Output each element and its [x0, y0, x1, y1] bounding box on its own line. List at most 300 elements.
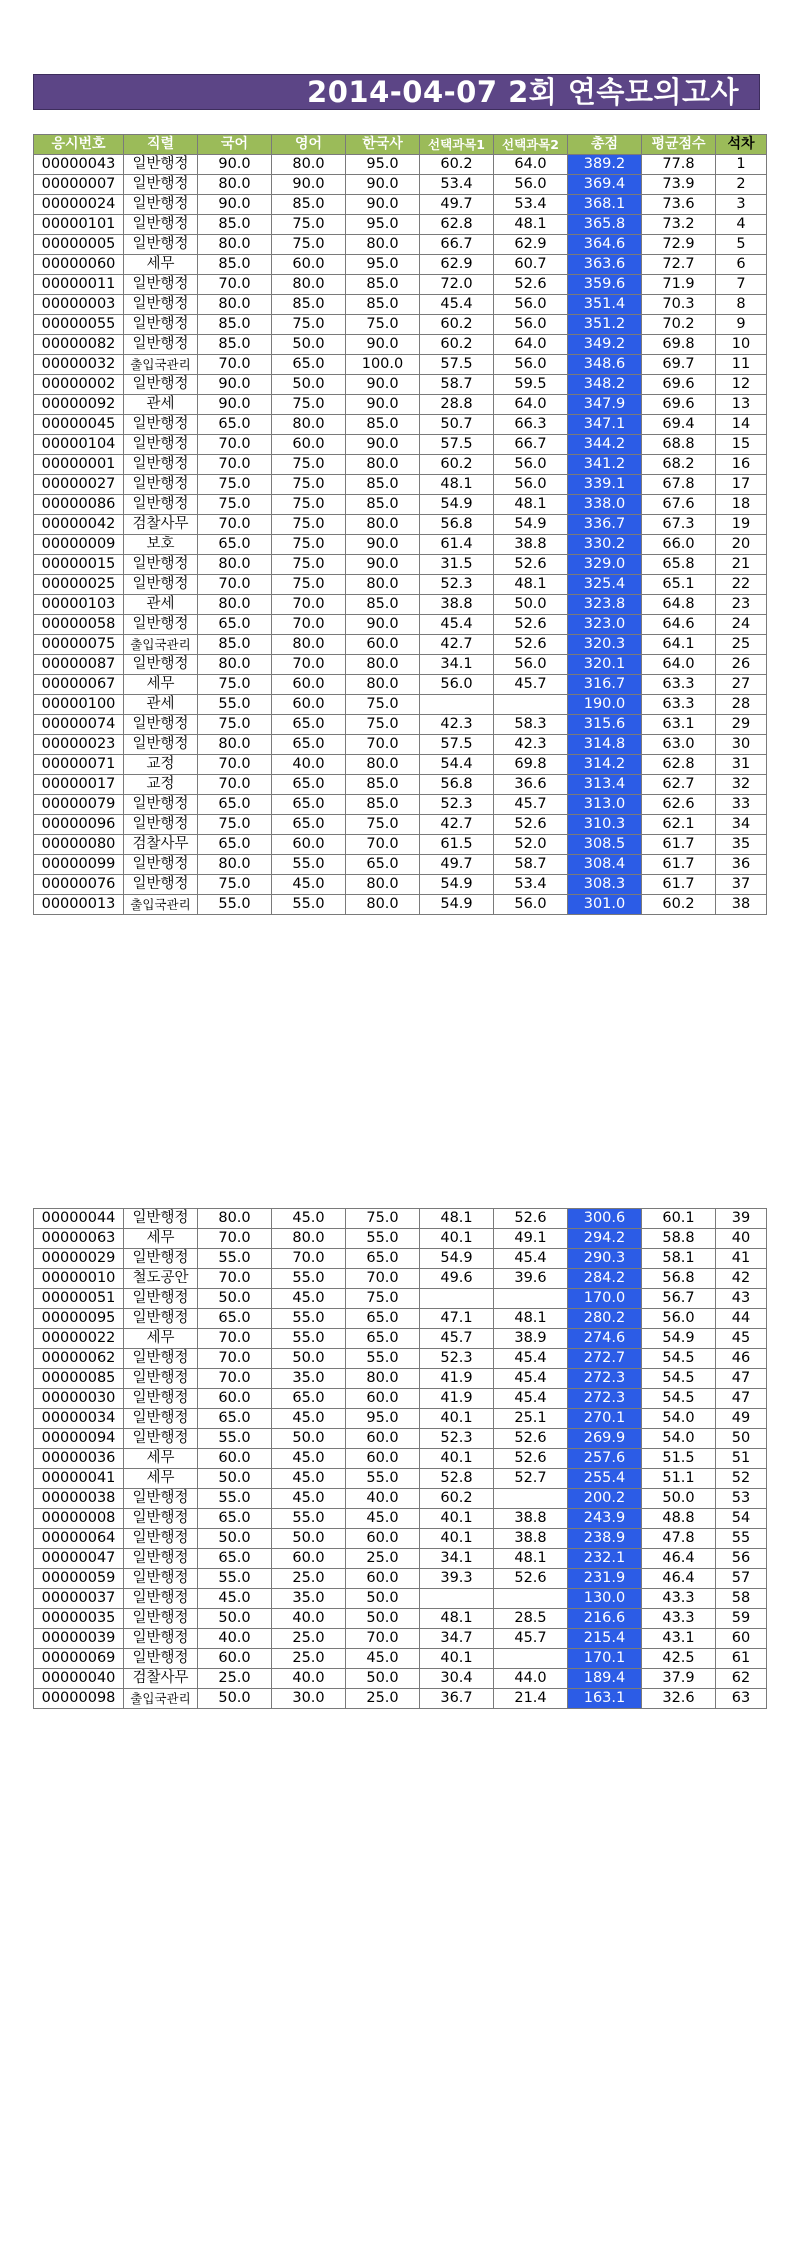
cell-exam-number: 00000017: [34, 775, 124, 795]
cell-average: 54.5: [642, 1369, 716, 1389]
cell-rank: 58: [716, 1589, 767, 1609]
cell-exam-number: 00000011: [34, 275, 124, 295]
cell-english: 65.0: [272, 1389, 346, 1409]
cell-korean-history: 80.0: [346, 1369, 420, 1389]
table-row: [34, 1589, 767, 1609]
cell-korean-history: 50.0: [346, 1669, 420, 1689]
cell-korean: 75.0: [198, 475, 272, 495]
cell-exam-number: 00000076: [34, 875, 124, 895]
cell-category: 일반행정: [124, 375, 198, 395]
header-exam-number: 응시번호: [34, 135, 124, 155]
table-row: [34, 1249, 767, 1269]
cell-average: 71.9: [642, 275, 716, 295]
cell-category: 일반행정: [124, 1409, 198, 1429]
cell-category: 일반행정: [124, 1589, 198, 1609]
cell-elective-1: 28.8: [420, 395, 494, 415]
cell-korean: 60.0: [198, 1449, 272, 1469]
table-row: [34, 515, 767, 535]
table-row: [34, 1289, 767, 1309]
cell-total: 272.3: [568, 1369, 642, 1389]
cell-korean-history: 60.0: [346, 635, 420, 655]
cell-korean-history: 80.0: [346, 515, 420, 535]
table-header-row: [34, 135, 767, 155]
cell-elective-2: 48.1: [494, 575, 568, 595]
cell-exam-number: 00000037: [34, 1589, 124, 1609]
cell-elective-1: 61.5: [420, 835, 494, 855]
cell-elective-1: 52.3: [420, 575, 494, 595]
cell-elective-2: 50.0: [494, 595, 568, 615]
cell-korean: 90.0: [198, 155, 272, 175]
cell-exam-number: 00000060: [34, 255, 124, 275]
cell-exam-number: 00000007: [34, 175, 124, 195]
cell-elective-1: 49.6: [420, 1269, 494, 1289]
cell-category: 일반행정: [124, 195, 198, 215]
cell-category: 일반행정: [124, 1649, 198, 1669]
cell-korean: 80.0: [198, 175, 272, 195]
cell-elective-2: 52.0: [494, 835, 568, 855]
cell-elective-2: 52.6: [494, 1569, 568, 1589]
cell-korean-history: 75.0: [346, 1209, 420, 1229]
cell-korean-history: 95.0: [346, 255, 420, 275]
cell-total: 363.6: [568, 255, 642, 275]
cell-korean: 50.0: [198, 1689, 272, 1709]
cell-rank: 12: [716, 375, 767, 395]
cell-korean: 75.0: [198, 875, 272, 895]
cell-exam-number: 00000099: [34, 855, 124, 875]
cell-elective-1: 60.2: [420, 455, 494, 475]
cell-total: 314.8: [568, 735, 642, 755]
cell-rank: 25: [716, 635, 767, 655]
cell-elective-2: 54.9: [494, 515, 568, 535]
cell-total: 359.6: [568, 275, 642, 295]
cell-category: 출입국관리: [124, 635, 198, 655]
cell-exam-number: 00000071: [34, 755, 124, 775]
cell-english: 90.0: [272, 175, 346, 195]
cell-elective-2: 38.8: [494, 535, 568, 555]
cell-english: 35.0: [272, 1589, 346, 1609]
cell-elective-1: 58.7: [420, 375, 494, 395]
table-row: [34, 495, 767, 515]
cell-category: 출입국관리: [124, 1689, 198, 1709]
cell-rank: 38: [716, 895, 767, 915]
cell-elective-2: 45.4: [494, 1249, 568, 1269]
cell-korean-history: 70.0: [346, 1629, 420, 1649]
header-korean-history: 한국사: [346, 135, 420, 155]
cell-total: 238.9: [568, 1529, 642, 1549]
table-row: [34, 315, 767, 335]
cell-category: 일반행정: [124, 415, 198, 435]
cell-elective-1: 57.5: [420, 735, 494, 755]
cell-korean-history: 45.0: [346, 1649, 420, 1669]
cell-english: 45.0: [272, 1409, 346, 1429]
cell-rank: 54: [716, 1509, 767, 1529]
cell-average: 32.6: [642, 1689, 716, 1709]
cell-average: 69.6: [642, 395, 716, 415]
cell-korean-history: 75.0: [346, 815, 420, 835]
cell-elective-2: 45.7: [494, 675, 568, 695]
cell-english: 30.0: [272, 1689, 346, 1709]
cell-average: 72.7: [642, 255, 716, 275]
cell-category: 세무: [124, 1449, 198, 1469]
cell-average: 61.7: [642, 855, 716, 875]
cell-elective-1: 52.3: [420, 1349, 494, 1369]
table-row: [34, 1469, 767, 1489]
cell-total: 314.2: [568, 755, 642, 775]
cell-korean: 70.0: [198, 1269, 272, 1289]
cell-english: 70.0: [272, 655, 346, 675]
cell-elective-2: 56.0: [494, 355, 568, 375]
cell-korean-history: 70.0: [346, 735, 420, 755]
cell-category: 관세: [124, 395, 198, 415]
cell-english: 65.0: [272, 715, 346, 735]
cell-total: 257.6: [568, 1449, 642, 1469]
cell-elective-2: 59.5: [494, 375, 568, 395]
cell-exam-number: 00000009: [34, 535, 124, 555]
cell-total: 348.2: [568, 375, 642, 395]
cell-category: 일반행정: [124, 1249, 198, 1269]
cell-elective-2: 60.7: [494, 255, 568, 275]
cell-korean: 70.0: [198, 275, 272, 295]
cell-rank: 49: [716, 1409, 767, 1429]
cell-elective-1: 40.1: [420, 1449, 494, 1469]
cell-average: 70.3: [642, 295, 716, 315]
cell-english: 75.0: [272, 455, 346, 475]
cell-category: 일반행정: [124, 175, 198, 195]
cell-exam-number: 00000044: [34, 1209, 124, 1229]
cell-korean: 70.0: [198, 455, 272, 475]
cell-average: 64.0: [642, 655, 716, 675]
cell-korean: 55.0: [198, 895, 272, 915]
cell-korean-history: 85.0: [346, 495, 420, 515]
cell-korean: 90.0: [198, 195, 272, 215]
cell-elective-1: 39.3: [420, 1569, 494, 1589]
cell-exam-number: 00000086: [34, 495, 124, 515]
table-row: [34, 1629, 767, 1649]
cell-korean: 65.0: [198, 415, 272, 435]
cell-elective-2: [494, 1649, 568, 1669]
cell-english: 60.0: [272, 255, 346, 275]
cell-rank: 26: [716, 655, 767, 675]
cell-elective-2: 21.4: [494, 1689, 568, 1709]
cell-rank: 29: [716, 715, 767, 735]
cell-exam-number: 00000032: [34, 355, 124, 375]
cell-average: 43.3: [642, 1609, 716, 1629]
table-row: [34, 435, 767, 455]
cell-total: 344.2: [568, 435, 642, 455]
cell-rank: 13: [716, 395, 767, 415]
table-row: [34, 1229, 767, 1249]
cell-english: 50.0: [272, 335, 346, 355]
cell-category: 세무: [124, 1229, 198, 1249]
cell-korean: 85.0: [198, 255, 272, 275]
cell-english: 50.0: [272, 1349, 346, 1369]
cell-average: 54.5: [642, 1389, 716, 1409]
cell-category: 관세: [124, 595, 198, 615]
cell-exam-number: 00000059: [34, 1569, 124, 1589]
cell-average: 51.5: [642, 1449, 716, 1469]
cell-exam-number: 00000087: [34, 655, 124, 675]
cell-total: 170.0: [568, 1289, 642, 1309]
cell-rank: 63: [716, 1689, 767, 1709]
cell-rank: 61: [716, 1649, 767, 1669]
cell-english: 75.0: [272, 315, 346, 335]
cell-korean-history: 95.0: [346, 1409, 420, 1429]
cell-english: 75.0: [272, 495, 346, 515]
cell-english: 70.0: [272, 615, 346, 635]
cell-exam-number: 00000067: [34, 675, 124, 695]
cell-total: 308.5: [568, 835, 642, 855]
cell-korean-history: 60.0: [346, 1449, 420, 1469]
cell-category: 일반행정: [124, 1629, 198, 1649]
cell-average: 62.1: [642, 815, 716, 835]
cell-elective-1: 57.5: [420, 355, 494, 375]
cell-rank: 35: [716, 835, 767, 855]
cell-english: 40.0: [272, 1669, 346, 1689]
cell-korean: 65.0: [198, 835, 272, 855]
cell-total: 272.7: [568, 1349, 642, 1369]
table-row: [34, 1509, 767, 1529]
cell-rank: 3: [716, 195, 767, 215]
cell-exam-number: 00000025: [34, 575, 124, 595]
table-row: [34, 595, 767, 615]
cell-elective-1: 31.5: [420, 555, 494, 575]
table-row: [34, 395, 767, 415]
cell-english: 75.0: [272, 395, 346, 415]
cell-total: 308.3: [568, 875, 642, 895]
cell-korean-history: 90.0: [346, 615, 420, 635]
cell-average: 64.6: [642, 615, 716, 635]
cell-korean-history: 90.0: [346, 535, 420, 555]
cell-elective-2: 69.8: [494, 755, 568, 775]
table-row: [34, 675, 767, 695]
cell-average: 47.8: [642, 1529, 716, 1549]
cell-english: 45.0: [272, 1469, 346, 1489]
cell-rank: 43: [716, 1289, 767, 1309]
cell-exam-number: 00000040: [34, 1669, 124, 1689]
cell-elective-2: 48.1: [494, 215, 568, 235]
cell-exam-number: 00000045: [34, 415, 124, 435]
cell-korean-history: 75.0: [346, 1289, 420, 1309]
cell-elective-2: 38.9: [494, 1329, 568, 1349]
cell-total: 308.4: [568, 855, 642, 875]
cell-korean: 60.0: [198, 1649, 272, 1669]
cell-category: 일반행정: [124, 295, 198, 315]
header-korean: 국어: [198, 135, 272, 155]
cell-korean-history: 85.0: [346, 295, 420, 315]
cell-english: 55.0: [272, 1309, 346, 1329]
cell-category: 검찰사무: [124, 515, 198, 535]
table-row: [34, 555, 767, 575]
cell-total: 351.2: [568, 315, 642, 335]
cell-elective-1: 56.8: [420, 775, 494, 795]
cell-elective-1: 56.0: [420, 675, 494, 695]
cell-exam-number: 00000074: [34, 715, 124, 735]
cell-exam-number: 00000002: [34, 375, 124, 395]
cell-total: 320.1: [568, 655, 642, 675]
cell-average: 46.4: [642, 1549, 716, 1569]
cell-average: 68.2: [642, 455, 716, 475]
cell-average: 60.2: [642, 895, 716, 915]
cell-elective-2: 52.6: [494, 275, 568, 295]
table-row: [34, 355, 767, 375]
cell-rank: 33: [716, 795, 767, 815]
header-average: 평균점수: [642, 135, 716, 155]
cell-elective-2: 48.1: [494, 1549, 568, 1569]
cell-total: 215.4: [568, 1629, 642, 1649]
cell-korean-history: 50.0: [346, 1589, 420, 1609]
cell-total: 389.2: [568, 155, 642, 175]
cell-elective-1: 40.1: [420, 1509, 494, 1529]
cell-elective-2: 45.4: [494, 1389, 568, 1409]
cell-rank: 28: [716, 695, 767, 715]
cell-korean-history: 45.0: [346, 1509, 420, 1529]
cell-korean: 70.0: [198, 575, 272, 595]
header-english: 영어: [272, 135, 346, 155]
table-row: [34, 1489, 767, 1509]
cell-exam-number: 00000098: [34, 1689, 124, 1709]
cell-total: 269.9: [568, 1429, 642, 1449]
cell-category: 일반행정: [124, 1549, 198, 1569]
cell-korean: 80.0: [198, 655, 272, 675]
cell-elective-2: 56.0: [494, 315, 568, 335]
table-row: [34, 255, 767, 275]
cell-elective-1: 62.9: [420, 255, 494, 275]
cell-rank: 42: [716, 1269, 767, 1289]
cell-korean-history: 80.0: [346, 235, 420, 255]
cell-elective-2: 62.9: [494, 235, 568, 255]
cell-total: 130.0: [568, 1589, 642, 1609]
cell-elective-1: 45.7: [420, 1329, 494, 1349]
cell-korean: 90.0: [198, 395, 272, 415]
cell-english: 35.0: [272, 1369, 346, 1389]
cell-rank: 55: [716, 1529, 767, 1549]
cell-korean-history: 80.0: [346, 575, 420, 595]
cell-english: 60.0: [272, 675, 346, 695]
cell-elective-2: 56.0: [494, 455, 568, 475]
cell-korean: 70.0: [198, 1369, 272, 1389]
cell-total: 349.2: [568, 335, 642, 355]
cell-average: 54.0: [642, 1429, 716, 1449]
cell-rank: 6: [716, 255, 767, 275]
cell-korean: 70.0: [198, 1329, 272, 1349]
cell-category: 일반행정: [124, 1569, 198, 1589]
cell-average: 58.8: [642, 1229, 716, 1249]
cell-elective-1: 49.7: [420, 855, 494, 875]
cell-korean-history: 85.0: [346, 795, 420, 815]
cell-average: 54.5: [642, 1349, 716, 1369]
cell-korean: 80.0: [198, 555, 272, 575]
cell-elective-2: 38.8: [494, 1529, 568, 1549]
cell-korean: 50.0: [198, 1529, 272, 1549]
cell-average: 66.0: [642, 535, 716, 555]
table-row: [34, 1609, 767, 1629]
cell-total: 351.4: [568, 295, 642, 315]
cell-exam-number: 00000005: [34, 235, 124, 255]
cell-elective-2: 58.7: [494, 855, 568, 875]
table-row: [34, 795, 767, 815]
cell-korean: 55.0: [198, 1489, 272, 1509]
cell-elective-2: 56.0: [494, 475, 568, 495]
table-row: [34, 755, 767, 775]
cell-english: 65.0: [272, 795, 346, 815]
cell-elective-2: 53.4: [494, 195, 568, 215]
cell-exam-number: 00000001: [34, 455, 124, 475]
cell-english: 25.0: [272, 1569, 346, 1589]
cell-category: 일반행정: [124, 875, 198, 895]
cell-elective-2: 45.7: [494, 795, 568, 815]
table-row: [34, 715, 767, 735]
cell-exam-number: 00000015: [34, 555, 124, 575]
cell-english: 75.0: [272, 515, 346, 535]
cell-english: 65.0: [272, 775, 346, 795]
table-row: [34, 695, 767, 715]
cell-average: 72.9: [642, 235, 716, 255]
cell-english: 70.0: [272, 595, 346, 615]
cell-korean-history: 95.0: [346, 215, 420, 235]
cell-elective-1: 40.1: [420, 1229, 494, 1249]
cell-category: 일반행정: [124, 335, 198, 355]
cell-rank: 24: [716, 615, 767, 635]
cell-elective-1: 49.7: [420, 195, 494, 215]
cell-total: 368.1: [568, 195, 642, 215]
table-row: [34, 635, 767, 655]
cell-exam-number: 00000030: [34, 1389, 124, 1409]
cell-korean-history: 80.0: [346, 895, 420, 915]
cell-rank: 2: [716, 175, 767, 195]
cell-category: 검찰사무: [124, 835, 198, 855]
cell-rank: 34: [716, 815, 767, 835]
cell-rank: 10: [716, 335, 767, 355]
cell-elective-1: 60.2: [420, 155, 494, 175]
cell-total: 338.0: [568, 495, 642, 515]
table-row: [34, 1409, 767, 1429]
cell-english: 55.0: [272, 1509, 346, 1529]
cell-total: 341.2: [568, 455, 642, 475]
cell-category: 교정: [124, 775, 198, 795]
cell-elective-1: 34.1: [420, 1549, 494, 1569]
cell-korean-history: 75.0: [346, 715, 420, 735]
cell-category: 일반행정: [124, 275, 198, 295]
cell-elective-1: 61.4: [420, 535, 494, 555]
cell-korean: 70.0: [198, 1229, 272, 1249]
cell-korean: 25.0: [198, 1669, 272, 1689]
cell-elective-2: 52.6: [494, 615, 568, 635]
cell-rank: 23: [716, 595, 767, 615]
cell-english: 80.0: [272, 275, 346, 295]
cell-english: 75.0: [272, 575, 346, 595]
cell-elective-1: 57.5: [420, 435, 494, 455]
cell-elective-2: 56.0: [494, 175, 568, 195]
cell-elective-1: 45.4: [420, 615, 494, 635]
cell-rank: 20: [716, 535, 767, 555]
cell-korean: 55.0: [198, 1569, 272, 1589]
cell-rank: 50: [716, 1429, 767, 1449]
cell-korean-history: 70.0: [346, 835, 420, 855]
table-row: [34, 1389, 767, 1409]
cell-elective-2: 66.7: [494, 435, 568, 455]
cell-average: 54.9: [642, 1329, 716, 1349]
table-row: [34, 815, 767, 835]
cell-english: 45.0: [272, 875, 346, 895]
cell-elective-1: 42.3: [420, 715, 494, 735]
cell-english: 55.0: [272, 855, 346, 875]
cell-total: 315.6: [568, 715, 642, 735]
cell-korean: 70.0: [198, 355, 272, 375]
table-row: [34, 1309, 767, 1329]
cell-korean: 80.0: [198, 855, 272, 875]
cell-elective-2: 44.0: [494, 1669, 568, 1689]
cell-exam-number: 00000035: [34, 1609, 124, 1629]
